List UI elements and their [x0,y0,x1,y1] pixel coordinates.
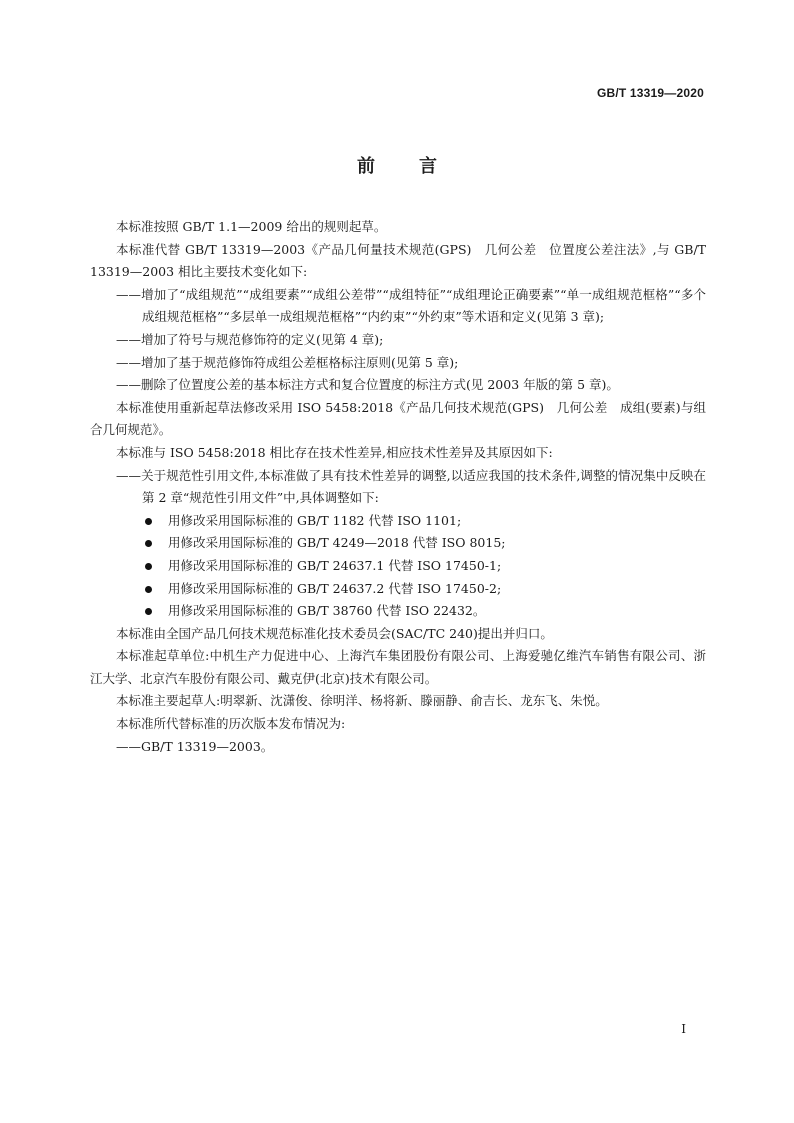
paragraph-differences: 本标准与 ISO 5458:2018 相比存在技术性差异,相应技术性差异及其原因如下: [116,444,553,460]
page-number: I [681,1022,686,1036]
change-item-terms: ——增加了“成组规范”“成组要素”“成组公差带”“成组特征”“成组理论正确要素”“单一成组规范框格”“多个成组规范框格”“多层单一成组规范框格”“内约束”“外约束”等术语和定义(见第 3 章); [116,286,706,325]
paragraph-drafters: 本标准主要起草人:明翠新、沈潇俊、徐明洋、杨将新、滕丽静、俞吉长、龙东飞、朱悦。 [116,693,608,709]
bullet-dot-icon [145,563,152,570]
paragraph-committee: 本标准由全国产品几何技术规范标准化技术委员会(SAC/TC 240)提出并归口。 [116,625,553,641]
bullet-dot-icon [145,608,152,615]
title-char-2: 言 [419,156,437,177]
list-item: 用修改采用国际标准的 GB/T 24637.1 代替 ISO 17450-1; [142,555,706,578]
change-item-deleted: ——删除了位置度公差的基本标注方式和复合位置度的标注方式(见 2003 年版的第 5 章)。 [116,377,619,393]
change-item-symbols: ——增加了符号与规范修饰符的定义(见第 4 章); [116,331,384,347]
bullet-dot-icon [145,586,152,593]
standard-code: GB/T 13319—2020 [596,86,704,100]
bullet-dot-icon [145,540,152,547]
list-item: 用修改采用国际标准的 GB/T 4249—2018 代替 ISO 8015; [142,532,706,555]
page-title [0,152,794,178]
foreword-body [90,216,706,758]
paragraph-drafting-units: 本标准起草单位:中机生产力促进中心、上海汽车集团股份有限公司、上海爱驰亿维汽车销售有限公司、浙江大学、北京汽车股份有限公司、戴克伊(北京)技术有限公司。 [90,648,706,686]
difference-item-references: ——关于规范性引用文件,本标准做了具有技术性差异的调整,以适应我国的技术条件,调整的情况集中反映在第 2 章“规范性引用文件”中,具体调整如下: [116,467,706,506]
paragraph-drafting-rule: 本标准按照 GB/T 1.1—2009 给出的规则起草。 [116,219,387,234]
title-char-1: 前 [357,156,375,177]
list-item: 用修改采用国际标准的 GB/T 38760 代替 ISO 22432。 [142,600,706,623]
list-item: 用修改采用国际标准的 GB/T 24637.2 代替 ISO 17450-2; [142,578,706,601]
change-item-principles: ——增加了基于规范修饰符成组公差框格标注原则(见第 5 章); [116,354,459,370]
paragraph-history: 本标准所代替标准的历次版本发布情况为: [116,716,346,732]
paragraph-replaces: 本标准代替 GB/T 13319—2003《产品几何量技术规范(GPS) 几何公差 位置度公差注法》,与 GB/T 13319—2003 相比主要技术变化如下: [90,241,706,280]
bullet-dot-icon [145,518,152,525]
list-item: 用修改采用国际标准的 GB/T 1182 代替 ISO 1101; [142,510,706,533]
history-item: ——GB/T 13319—2003。 [116,738,274,754]
paragraph-adoption: 本标准使用重新起草法修改采用 ISO 5458:2018《产品几何技术规范(GPS) 几何公差 成组(要素)与组合几何规范》。 [90,399,706,438]
